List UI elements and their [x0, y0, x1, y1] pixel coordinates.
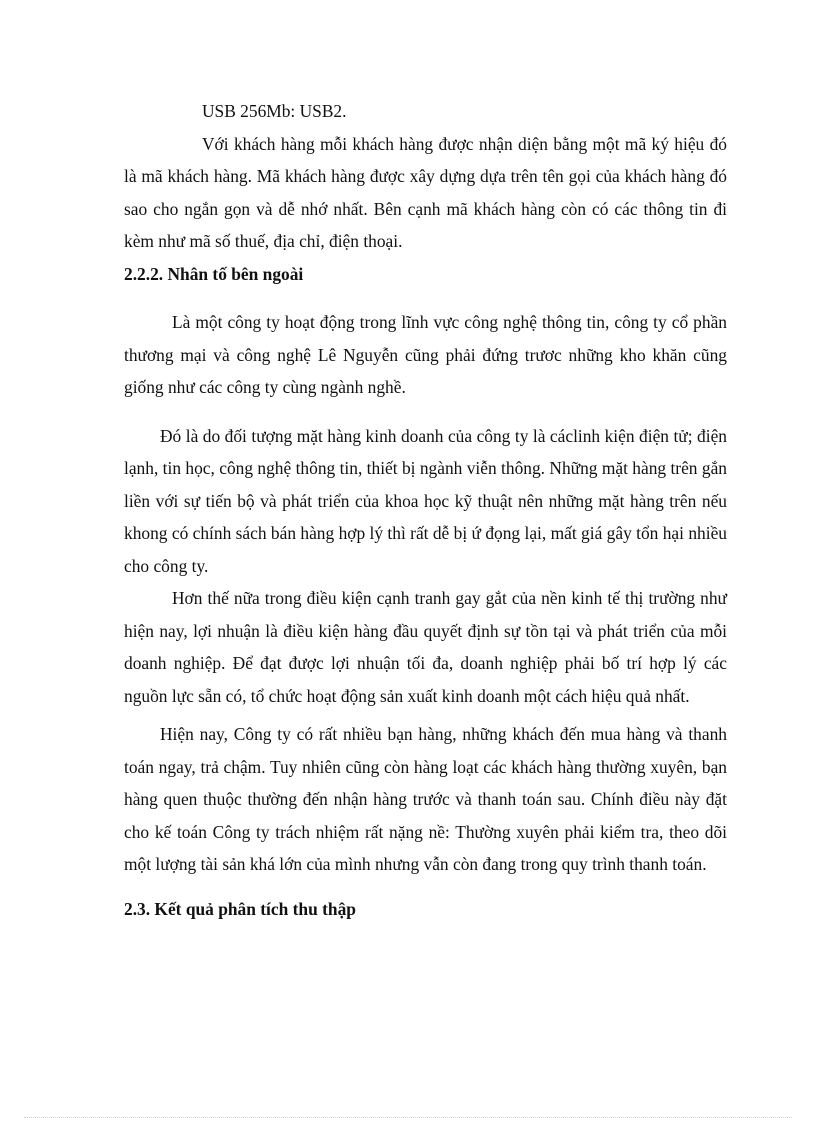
- company-paragraph: Là một công ty hoạt động trong lĩnh vực công nghệ thông tin, công ty cổ phần thương mại và công nghệ Lê Nguyễn cũng phải đứng trươc những kho khăn cũng giống như các công ty cùng ngành nghề.: [124, 312, 727, 397]
- document-page: [124, 95, 727, 925]
- heading-external-factors: 2.2.2. Nhân tố bên ngoài: [124, 263, 304, 284]
- page-bottom-divider: [24, 1117, 792, 1118]
- usb-line: USB 256Mb: USB2.: [202, 101, 347, 121]
- heading-results: 2.3. Kết quả phân tích thu thập: [124, 898, 356, 919]
- goods-paragraph: Đó là do đối tượng mặt hàng kinh doanh của công ty là cáclinh kiện điện tử; điện lạnh, tin học, công nghệ thông tin, thiết bị ngành viễn thông. Những mặt hàng trên gắn liền với sự tiến bộ và phát triển của khoa học kỹ thuật nên những mặt hàng trên nếu khong có chính sách bán hàng hợp lý thì rất dễ bị ứ đọng lại, mất giá gây tổn hại nhiều cho công ty.: [124, 425, 727, 576]
- competition-paragraph: Hơn thế nữa trong điều kiện cạnh tranh gay gắt của nền kinh tế thị trường như hiện nay, lợi nhuận là điều kiện hàng đầu quyết định sự tồn tại và phát triển của mỗi doanh nghiệp. Để đạt được lợi nhuận tối đa, doanh nghiệp phải bố trí hợp lý các nguồn lực sẵn có, tổ chức hoạt động sản xuất kinh doanh một cách hiệu quả nhất.: [124, 588, 727, 706]
- customer-code-paragraph: Với khách hàng mỗi khách hàng được nhận diện bằng một mã ký hiệu đó là mã khách hàng. Mã khách hàng được xây dựng dựa trên tên gọi của khách hàng đó sao cho ngắn gọn và dễ nhớ nhất. Bên cạnh mã khách hàng còn có các thông tin đi kèm như mã số thuế, địa chỉ, điện thoại.: [124, 133, 727, 251]
- payment-paragraph: Hiện nay, Công ty có rất nhiều bạn hàng, những khách đến mua hàng và thanh toán ngay, trả chậm. Tuy nhiên cũng còn hàng loạt các khách hàng thường xuyên, bạn hàng quen thuộc thường đến nhận hàng trước và thanh toán sau. Chính điều này đặt cho kế toán Công ty trách nhiệm rất nặng nề: Thường xuyên phải kiểm tra, theo dõi một lượng tài sản khá lớn của mình nhưng vẫn còn đang trong quy trình thanh toán.: [124, 724, 727, 874]
